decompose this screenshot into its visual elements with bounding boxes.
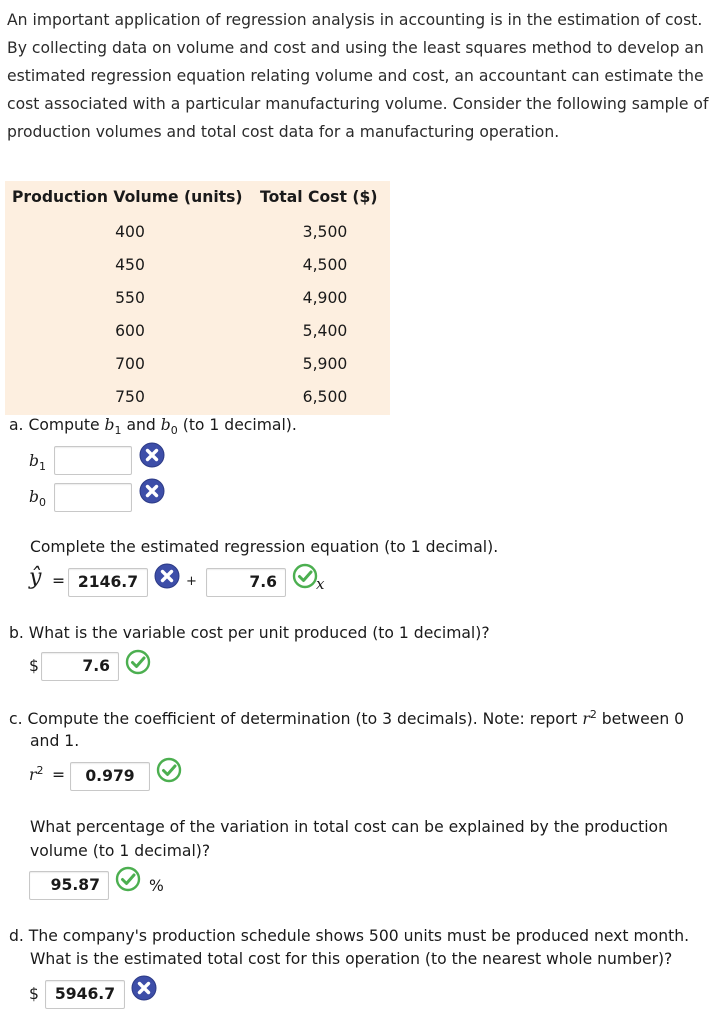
- table-cell: 400: [115, 223, 145, 241]
- currency-symbol: $: [29, 657, 39, 675]
- col-header-cost: Total Cost ($): [260, 188, 378, 206]
- check-circle-icon: [292, 563, 318, 589]
- table-cell: 5,900: [302, 355, 348, 373]
- b0-label: $b_0$: [29, 488, 46, 510]
- part-a-prompt: a. Compute $b_1$ and $b_0$ (to 1 decimal).: [9, 416, 297, 438]
- percentage-prompt: What percentage of the variation in total cost can be explained by the production: [30, 818, 668, 836]
- part-d-prompt: d. The company's production schedule shows 500 units must be produced next month.: [9, 927, 690, 945]
- table-cell: 4,500: [302, 256, 348, 274]
- table-cell: 6,500: [302, 388, 348, 406]
- table-cell: 750: [115, 388, 145, 406]
- x-variable: x: [316, 575, 325, 593]
- r2-label: $r^2$: [29, 764, 44, 785]
- variable-cost-input[interactable]: 7.6: [41, 652, 119, 681]
- b1-input[interactable]: [54, 446, 132, 475]
- table-cell: 4,900: [302, 289, 348, 307]
- part-c-prompt: c. Compute the coefficient of determination (to 3 decimals). Note: report $r^2$ between 0: [9, 708, 685, 729]
- part-d-prompt-line2: What is the estimated total cost for this operation (to the nearest whole number)?: [30, 950, 673, 968]
- table-cell: 550: [115, 289, 145, 307]
- x-circle-icon: [139, 478, 165, 504]
- total-cost-input[interactable]: 5946.7: [45, 980, 125, 1009]
- table-cell: 3,500: [302, 223, 348, 241]
- r2-input[interactable]: 0.979: [70, 762, 150, 791]
- x-circle-icon: [154, 563, 180, 589]
- problem-intro: An important application of regression analysis in accounting is in the estimation of cost. By collecting data on volume and cost and using the least squares method to develop an estimated regression equation relating volume and cost, an accountant can estimate the cost associated with a particular manufacturing volume. Consider the following sample of production volumes and total cost data for a manufacturing operation.: [7, 11, 709, 141]
- equation-prompt: Complete the estimated regression equation (to 1 decimal).: [30, 538, 499, 556]
- check-circle-icon: [125, 649, 151, 675]
- equals-sign: =: [52, 572, 66, 590]
- check-circle-icon: [115, 866, 141, 892]
- table-cell: 450: [115, 256, 145, 274]
- plus-sign: +: [186, 574, 197, 589]
- table-cell: 600: [115, 322, 145, 340]
- b0-input[interactable]: [54, 483, 132, 512]
- table-cell: 700: [115, 355, 145, 373]
- equals-sign: =: [52, 766, 66, 784]
- x-circle-icon: [139, 442, 165, 468]
- percentage-input[interactable]: 95.87: [29, 871, 109, 900]
- col-header-volume: Production Volume (units): [12, 188, 243, 206]
- data-table: [5, 181, 390, 415]
- part-c-prompt-line2: and 1.: [30, 732, 80, 750]
- percent-sign: %: [149, 877, 164, 895]
- part-b-prompt: b. What is the variable cost per unit produced (to 1 decimal)?: [9, 624, 490, 642]
- check-circle-icon: [156, 757, 182, 783]
- slope-input[interactable]: 7.6: [206, 568, 286, 597]
- intercept-input[interactable]: 2146.7: [68, 568, 148, 597]
- table-cell: 5,400: [302, 322, 348, 340]
- percentage-prompt-line2: volume (to 1 decimal)?: [30, 842, 211, 860]
- yhat-symbol: ŷ: [29, 565, 42, 590]
- x-circle-icon: [131, 975, 157, 1001]
- currency-symbol: $: [29, 985, 39, 1003]
- b1-label: $b_1$: [29, 452, 46, 474]
